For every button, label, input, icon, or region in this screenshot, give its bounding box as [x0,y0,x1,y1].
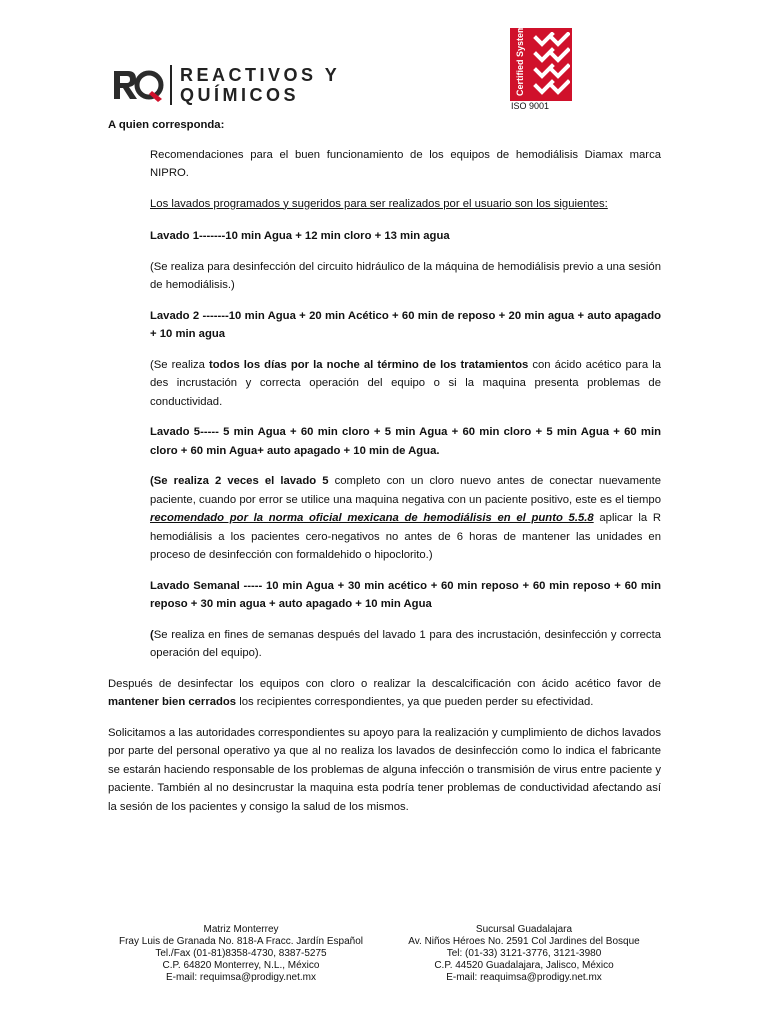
lavado-5-title: Lavado 5----- 5 min Agua + 60 min cloro + 5 min Agua + 60 min cloro + 5 min Agua + 60 min cloro + 60 min Agua+ auto apagado + 10 min de Agua. [150,426,661,457]
lavado-5-note [108,472,661,565]
letter-body [108,116,661,816]
lavado-semanal-title: Lavado Semanal ----- 10 min Agua + 30 min acético + 60 min reposo + 60 min reposo + 60 min reposo + 30 min agua + auto apagado + 10 min Agua [150,579,661,610]
lavado-2-note-bold: todos los días por la noche al término de los tratamientos [208,358,529,371]
semanal-note-text: Se realiza en fines de semanas después del lavado 1 para des incrustación, desinfección y correcta operación del equipo). [150,628,661,659]
checkmarks-icon [532,32,570,98]
footer-left-line-3: Tel./Fax (01-81)8358-4730, 8387-5275 [155,948,327,959]
lavado-5-note-bold: (Se realiza 2 veces el lavado 5 [150,475,329,487]
footer-guadalajara [388,924,660,984]
rq-logo-mark [112,65,164,105]
iso-certification-badge [510,24,572,101]
despues-bold: mantener bien cerrados [108,696,237,708]
lavado-2-note [108,356,661,412]
rq-monogram-icon [112,65,164,105]
footer-left-line-2: Fray Luis de Granada No. 818-A Fracc. Jardín Español [118,936,363,947]
lavado-2-title: Lavado 2 -------10 min Agua + 20 min Acético + 60 min de reposo + 20 min agua + auto apagado + 10 min agua [150,309,661,340]
lavado-semanal-note [108,626,661,663]
despues-b: los recipientes correspondientes, ya que pueden perder su efectividad. [236,696,594,708]
footer-right-line-4: C.P. 44520 Guadalajara, Jalisco, México [434,960,614,971]
logo-line-1: REACTIVOS Y [180,65,341,85]
despues-paragraph [108,675,661,712]
footer-right-line-1: Sucursal Guadalajara [475,924,573,935]
solicitamos-paragraph: Solicitamos a las autoridades correspondientes su apoyo para la realización y cumplimiento de dichos lavados por parte del personal operativo ya que al no realiza los lavados de desinfección como lo indica el fabricante se estarán haciendo responsable de los problemas de alguna infección o transmisión de virus entre paciente y paciente. También al no desincrustar la maquina esta podría tener problemas de conductividad afectando así la sesión de los pacientes y consigo la salud de los mismos. [108,726,661,813]
footer-monterrey [108,924,374,984]
lavado-1-title: Lavado 1-------10 min Agua + 12 min cloro + 13 min agua [150,230,450,242]
footer-right-line-3: Tel: (01-33) 3121-3776, 3121-3980 [446,948,602,959]
norma-reference: recomendado por la norma oficial mexicana de hemodiálisis en el punto 5.5.8 [150,512,594,524]
footer-left-email: E-mail: requimsa@prodigy.net.mx [165,972,316,983]
lavado-2-note-a: (Se realiza [150,358,209,371]
footer-right-line-2: Av. Niños Héroes No. 2591 Col Jardines del Bosque [408,936,640,947]
semanal-note-paren: ( [150,628,154,641]
lavado-1-note: (Se realiza para desinfección del circuito hidráulico de la máquina de hemodiálisis previo a una sesión de hemodiálisis.) [150,260,661,291]
footer-right-email: E-mail: reaquimsa@prodigy.net.mx [446,972,602,983]
logo-wordmark [180,65,340,105]
logo-line-2: QUÍMICOS [180,85,300,105]
greeting: A quien corresponda: [108,119,225,131]
cert-iso-label: ISO 9001 [511,101,550,111]
despues-a: Después de desinfectar los equipos con cloro o realizar la descalcificación con ácido acético favor de [108,677,661,690]
footer-left-line-4: C.P. 64820 Monterrey, N.L., México [162,960,320,971]
list-heading: Los lavados programados y sugeridos para ser realizados por el usuario son los siguientes: [150,197,608,210]
lavado-2-note-b: con ácido acético para la des incrustación y correcta operación del equipo o si la maquina presenta problemas de conductividad. [150,358,661,408]
intro-paragraph: Recomendaciones para el buen funcionamiento de los equipos de hemodiálisis Diamax marca NIPRO. [150,148,661,179]
cert-text: Certified System [515,24,525,96]
footer-left-line-1: Matriz Monterrey [203,924,279,935]
lavado-5-note-b: aplicar la R hemodiálisis a los pacientes cero-negativos no antes de 6 horas de mantener las unidades en proceso de desinfección con formaldehido o hipoclorito.) [150,512,661,561]
logo-divider [170,65,172,105]
lavado-5-note-a: completo con un cloro nuevo antes de conectar nuevamente paciente, cuando por error se utilice una maquina negativa con un paciente positivo, este es el tiempo [150,475,661,506]
company-logo [112,64,340,106]
